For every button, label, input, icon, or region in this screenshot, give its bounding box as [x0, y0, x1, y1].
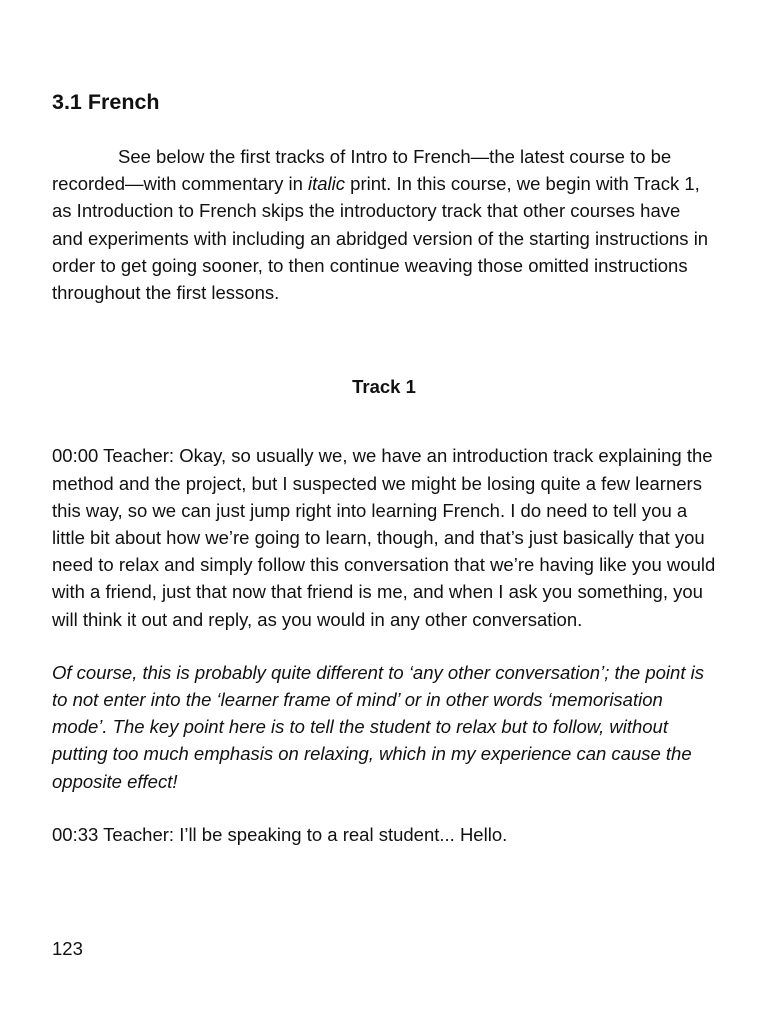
track-title: Track 1: [352, 376, 416, 398]
page-number: 123: [52, 938, 83, 959]
teacher-paragraph-2: 00:33 Teacher: I’ll be speaking to a real student... Hello.: [52, 823, 508, 845]
teacher-paragraph-1: 00:00 Teacher: Okay, so usually we, we have an introduction track explaining the method and the project, but I suspected we might be losing quite a few learners this way, so we can just jump right into learning French. I do need to tell you a little bit about how we’re going to learn, though, and that’s just basically that you need to relax and simply follow this conversation that we’re having like you would with a friend, just that now that friend is me, and when I ask you something, you will think it out and reply, as you would in any other conversation.: [52, 445, 716, 630]
intro-text-start: See below the first tracks of Intro to French—the latest course to be recorded—with commentary in: [52, 146, 672, 195]
section-heading: 3.1 French: [52, 90, 160, 114]
commentary-paragraph: Of course, this is probably quite different to ‘any other conversation’; the point is to not enter into the ‘learner frame of mind’ or in other words ‘memorisation mode’. The key point here is to tell the student to relax but to follow, without putting too much emphasis on relaxing, which in my experience can cause the opposite effect!: [52, 661, 704, 792]
intro-paragraph: [52, 143, 716, 306]
intro-text-end: print. In this course, we begin with Track 1, as Introduction to French skips the introductory track that other courses have and experiments with including an abridged version of the starting instructions in order to get going sooner, to then continue weaving those omitted instructions throughout the first lessons.: [52, 173, 709, 304]
document-page: [52, 86, 716, 848]
intro-italic-word: italic: [308, 173, 346, 195]
